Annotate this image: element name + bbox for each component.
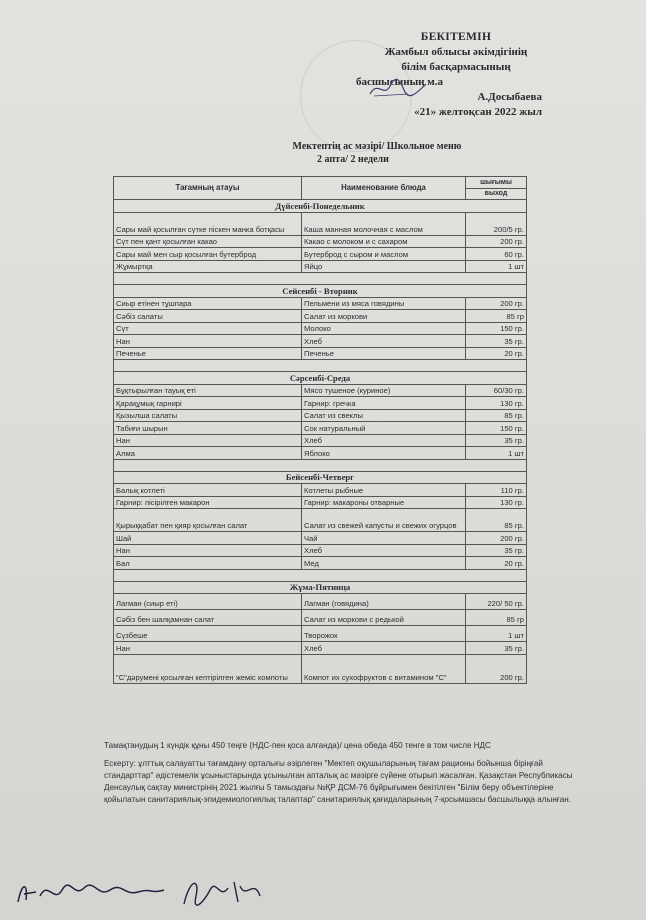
dish-kz: Сары май мен сыр қосылған бутерброд bbox=[114, 248, 302, 261]
table-header-row bbox=[114, 177, 527, 200]
dish-ru: Гарнир: макароны отварные bbox=[302, 496, 466, 509]
dish-kz: Табиғи шырын bbox=[114, 422, 302, 435]
dish-ru: Какао с молоком и с сахаром bbox=[302, 235, 466, 248]
approval-date: «21» желтоқсан 2022 жыл bbox=[414, 106, 542, 118]
dish-ru: Салат из свежей капусты и свежих огурцов bbox=[302, 509, 466, 532]
dish-kz: Бұқтырылған тауық еті bbox=[114, 384, 302, 397]
menu-week-line: 2 апта/ 2 недели bbox=[317, 154, 389, 165]
dish-kz: Қызылша салаты bbox=[114, 409, 302, 422]
dish-ru: Мясо тушеное (куриное) bbox=[302, 384, 466, 397]
dish-output: 220/ 50 гр. bbox=[466, 594, 527, 610]
dish-kz: Бал bbox=[114, 557, 302, 570]
day-heading: Бейсенбі-Четверг bbox=[114, 471, 527, 484]
dish-output: 1 шт bbox=[466, 626, 527, 642]
dish-kz: Нан bbox=[114, 335, 302, 348]
dish-ru: Печенье bbox=[302, 347, 466, 360]
dish-ru: Бутерброд с сыром и маслом bbox=[302, 248, 466, 261]
day-heading: Дүйсенбі-Понедельник bbox=[114, 200, 527, 213]
dish-kz: Қарақұмық гарнирі bbox=[114, 397, 302, 410]
dish-ru: Хлеб bbox=[302, 642, 466, 655]
dish-output: 200 гр. bbox=[466, 235, 527, 248]
dish-ru: Гарнир: гречка bbox=[302, 397, 466, 410]
dish-kz: Сүт пен қант қосылған какао bbox=[114, 235, 302, 248]
dish-kz: "С"дәруменi қосылған кептірілген жеміс компоты bbox=[114, 654, 302, 683]
blank-row bbox=[114, 273, 527, 285]
dish-output: 1 шт bbox=[466, 447, 527, 460]
blank-row bbox=[114, 569, 527, 581]
dish-ru: Хлеб bbox=[302, 544, 466, 557]
dish-ru: Салат из свеклы bbox=[302, 409, 466, 422]
dish-ru: Котлеты рыбные bbox=[302, 484, 466, 497]
day-heading: Сәрсенбі-Среда bbox=[114, 372, 527, 385]
day-heading: Сейсенбі - Вторник bbox=[114, 285, 527, 298]
dish-ru: Яблоко bbox=[302, 447, 466, 460]
dish-kz: Гарнир: пісірілген макарон bbox=[114, 496, 302, 509]
dish-kz: Балық котлеті bbox=[114, 484, 302, 497]
dish-output: 85 гр. bbox=[466, 509, 527, 532]
dish-output: 130 гр. bbox=[466, 496, 527, 509]
dish-output: 35 гр. bbox=[466, 642, 527, 655]
dish-output: 85 гр bbox=[466, 310, 527, 323]
dish-kz: Алма bbox=[114, 447, 302, 460]
dish-kz: Шай bbox=[114, 532, 302, 545]
dish-ru: Сок натуральный bbox=[302, 422, 466, 435]
note-text: Ескерту: ұлттық салауатты тағамдану орталығы әзірлеген "Мектеп оқушыларының тағам рационы бойынша біріңғай стандарттар" әдістемелік ұсыныстарында ұсынылған апталық ас мәзірге сүйене отырып жасалған. Қазақстан Республикасы Денсаулық сақтау министрінің 2021 жылғы 5 тамыздағы №ҚР ДСМ-76 бұйрығымен бекітілген "Білім беру объектілеріне қойылатын санитариялық-эпидемиологиялық талаптар" санитариялық қағидаларының 7-қосымшасы басшылыққа алынған. bbox=[104, 759, 573, 804]
approval-line-2: білім басқармасының bbox=[401, 61, 511, 73]
approval-heading: БЕКІТЕМІН bbox=[420, 31, 492, 43]
dish-output: 200 гр. bbox=[466, 654, 527, 683]
day-heading: Жұма-Пятница bbox=[114, 581, 527, 594]
dish-output: 150 гр. bbox=[466, 322, 527, 335]
blank-row bbox=[114, 459, 527, 471]
approver-signature bbox=[368, 76, 428, 100]
blank-row bbox=[114, 360, 527, 372]
dish-kz: Нан bbox=[114, 544, 302, 557]
dish-ru: Хлеб bbox=[302, 434, 466, 447]
dish-kz: Нан bbox=[114, 642, 302, 655]
dish-kz: Сәбіз бен шалқамнан салат bbox=[114, 610, 302, 626]
dish-kz: Сәбіз салаты bbox=[114, 310, 302, 323]
dish-ru: Творожок bbox=[302, 626, 466, 642]
dish-output: 110 гр. bbox=[466, 484, 527, 497]
dish-ru: Яйцо bbox=[302, 260, 466, 273]
dish-kz: Нан bbox=[114, 434, 302, 447]
dish-output: 85 гр. bbox=[466, 409, 527, 422]
dish-kz: Печенье bbox=[114, 347, 302, 360]
dish-output: 35 гр. bbox=[466, 544, 527, 557]
dish-output: 130 гр. bbox=[466, 397, 527, 410]
dish-output: 35 гр. bbox=[466, 335, 527, 348]
dish-kz: Сиыр етінен тұшпара bbox=[114, 297, 302, 310]
dish-output: 1 шт bbox=[466, 260, 527, 273]
dish-ru: Салат из моркови bbox=[302, 310, 466, 323]
header-output: шығымы выход bbox=[466, 177, 527, 200]
footer-notes bbox=[104, 740, 574, 806]
dish-ru: Каша манная молочная с маслом bbox=[302, 212, 466, 235]
header-kz-name: Тағамның атауы bbox=[114, 177, 302, 200]
approval-name: А.Досыбаева bbox=[477, 91, 542, 103]
dish-output: 20 гр. bbox=[466, 347, 527, 360]
dish-ru: Лагман (говядина) bbox=[302, 594, 466, 610]
dish-ru: Компот их сухофруктов с витамином "С" bbox=[302, 654, 466, 683]
dish-kz: Қырыққабат пен қияр қосылған салат bbox=[114, 509, 302, 532]
dish-output: 200 гр. bbox=[466, 532, 527, 545]
approval-block bbox=[356, 30, 556, 120]
approval-line-1: Жамбыл облысы әкімдігінің bbox=[384, 46, 528, 58]
dish-output: 60 гр. bbox=[466, 248, 527, 261]
dish-ru: Салат из моркови с редькой bbox=[302, 610, 466, 626]
dish-ru: Хлеб bbox=[302, 335, 466, 348]
dish-kz: Сүт bbox=[114, 322, 302, 335]
menu-table bbox=[113, 176, 527, 684]
dish-kz: Сүзбеше bbox=[114, 626, 302, 642]
dish-ru: Пельмени из мяса говядины bbox=[302, 297, 466, 310]
dish-output: 35 гр. bbox=[466, 434, 527, 447]
dish-output: 200 гр. bbox=[466, 297, 527, 310]
price-note: Тамақтанудың 1 күндік құны 450 теңге (НДС-пен қоса алғанда)/ цена обеда 450 тенге в том числе НДС bbox=[104, 741, 491, 750]
dish-output: 20 гр. bbox=[466, 557, 527, 570]
dish-ru: Мед bbox=[302, 557, 466, 570]
dish-ru: Чай bbox=[302, 532, 466, 545]
dish-kz: Лагман (сиыр еті) bbox=[114, 594, 302, 610]
dish-output: 60/30 гр. bbox=[466, 384, 527, 397]
dish-ru: Молоко bbox=[302, 322, 466, 335]
menu-title bbox=[0, 140, 646, 166]
dish-kz: Жұмыртқа bbox=[114, 260, 302, 273]
approval-line-3: басшысының м.а bbox=[356, 76, 443, 88]
bottom-signatures bbox=[14, 872, 274, 912]
dish-output: 200/5 гр. bbox=[466, 212, 527, 235]
dish-output: 85 гр bbox=[466, 610, 527, 626]
header-ru-name: Наименование блюда bbox=[302, 177, 466, 200]
dish-kz: Сары май қосылған сүтке піскен манка ботқасы bbox=[114, 212, 302, 235]
menu-title-line: Мектептің ас мәзірі/ Школьное меню bbox=[292, 141, 462, 152]
dish-output: 150 гр. bbox=[466, 422, 527, 435]
